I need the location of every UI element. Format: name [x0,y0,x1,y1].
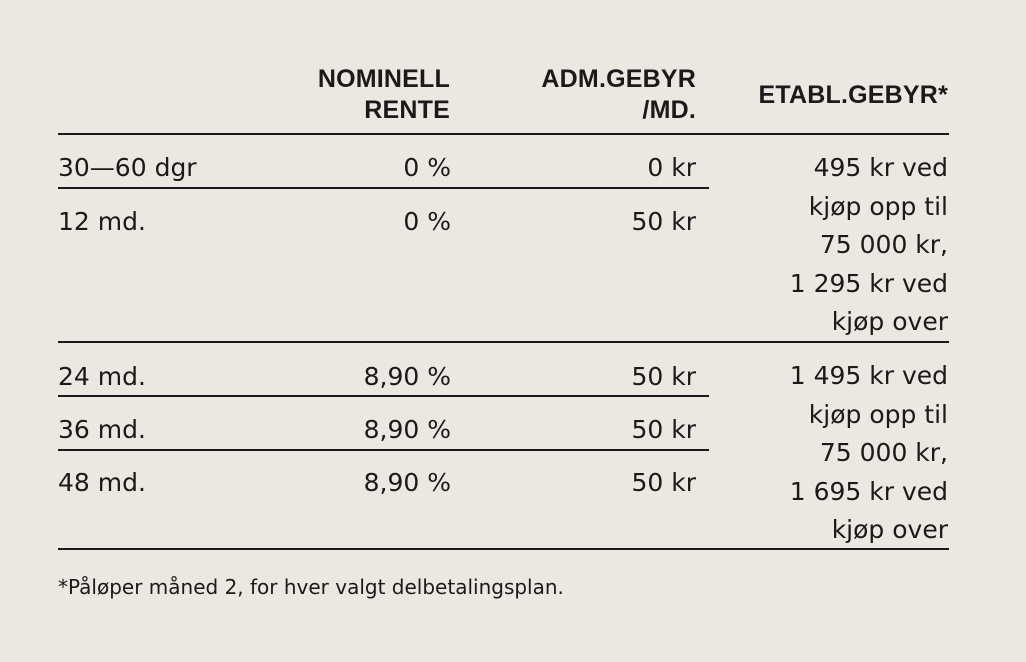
row-3-rule [58,395,709,397]
header-adm-line1: ADM.GEBYR [541,65,696,93]
header-adm-line2: /MD. [642,96,696,124]
header-etabl-gebyr: ETABL.GEBYR* [758,81,948,109]
etabl-group-2-line-1: 1 495 kr ved [789,361,948,390]
row-5-term: 48 md. [58,468,146,497]
row-4-rule [58,449,709,451]
header-rule [58,133,949,135]
row-1-rule [58,187,709,189]
row-3-term: 24 md. [58,362,146,391]
row-2-fee: 50 kr [631,207,696,236]
header-nominell-line1: NOMINELL [317,65,450,93]
etabl-group-1-line-2: kjøp opp til [808,191,948,221]
header-adm-gebyr [496,64,696,126]
row-4-fee: 50 kr [631,415,696,444]
row-2-rate: 0 % [403,207,451,236]
row-1-term: 30—60 dgr [58,153,197,182]
etabl-group-2 [700,357,948,550]
header-nominell-rente [250,64,450,126]
row-3-rate: 8,90 % [363,362,451,391]
etabl-group-1-line-4: 1 295 kr ved [789,268,948,298]
etabl-group-2-line-4: 1 695 kr ved [789,476,948,506]
row-5-fee: 50 kr [631,468,696,497]
etabl-group-1-line-5: kjøp over [831,307,948,336]
row-1-fee: 0 kr [647,153,696,182]
footnote: *Påløper måned 2, for hver valgt delbetalingsplan. [58,575,564,599]
etabl-group-2-line-5: kjøp over [831,515,948,544]
etabl-group-1-line-1: 495 kr ved [813,153,948,182]
row-4-rate: 8,90 % [363,415,451,444]
group-1-rule [58,341,949,343]
row-5-rate: 8,90 % [363,468,451,497]
row-3-fee: 50 kr [631,362,696,391]
row-2-term: 12 md. [58,207,146,236]
etabl-group-1 [700,149,948,342]
etabl-group-1-line-3: 75 000 kr, [819,230,948,259]
table-bottom-rule [58,548,949,550]
etabl-group-2-line-2: kjøp opp til [808,399,948,429]
etabl-group-2-line-3: 75 000 kr, [819,438,948,467]
row-1-rate: 0 % [403,153,451,182]
header-nominell-line2: RENTE [364,96,450,124]
row-4-term: 36 md. [58,415,146,444]
